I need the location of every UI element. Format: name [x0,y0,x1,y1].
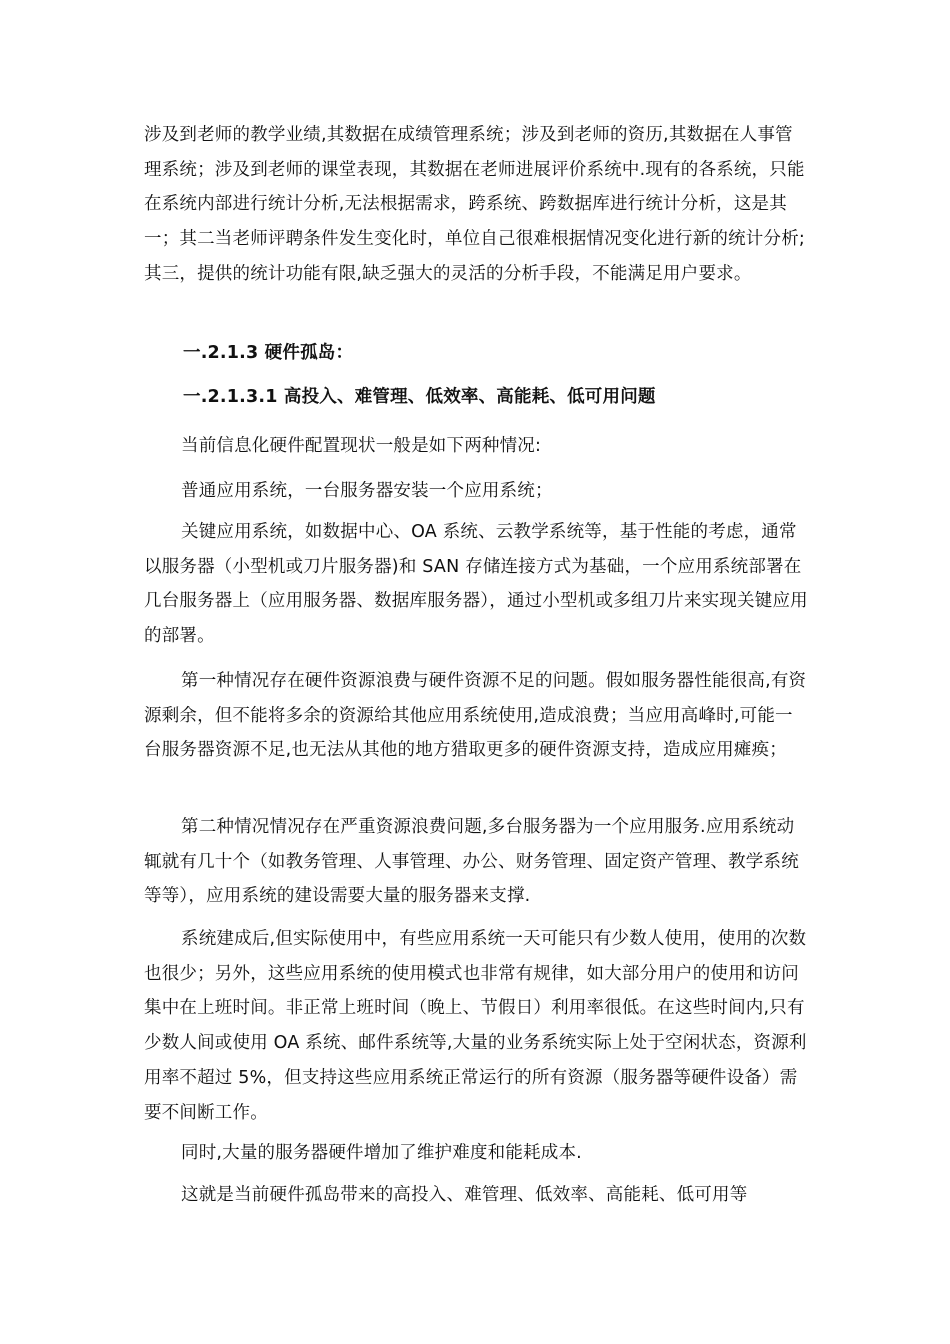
paragraph-first-case: 第一种情况存在硬件资源浪费与硬件资源不足的问题。假如服务器性能很高,有资源剩余，但不能将多余的资源给其他应用系统使用,造成浪费；当应用高峰时,可能一台服务器资源不足,也无法从其他的地方猎取更多的硬件资源支持，造成应用瘫痪； [144,671,807,761]
paragraph-after-construction: 系统建成后,但实际使用中，有些应用系统一天可能只有少数人使用，使用的次数也很少；另外，这些应用系统的使用模式也非常有规律，如大部分用户的使用和访问集中在上班时间。非正常上班时间（晚上、节假日）利用率很低。在这些时间内,只有少数人间或使用 OA 系统、邮件系统等,大量的业务系统实际上处于空闲状态，资源利用率不超过 5%，但支持这些应用系统正常运行的所有资源（服务器等硬件设备）需要不间断工作。 [144,929,807,1123]
section-heading-hardware-island: 一.2.1.3 硬件孤岛： [183,343,354,363]
paragraph-key-apps: 关键应用系统，如数据中心、OA 系统、云教学系统等，基于性能的考虑，通常以服务器（小型机或刀片服务器)和 SAN 存储连接方式为基础，一个应用系统部署在几台服务器上（应用服务器、数据库服务器），通过小型机或多组刀片来实现关键应用的部署。 [144,522,808,647]
paragraph-summary: 这就是当前硬件孤岛带来的高投入、难管理、低效率、高能耗、低可用等 [181,1185,748,1205]
paragraph-second-case: 第二种情况情况存在严重资源浪费问题,多台服务器为一个应用服务.应用系统动辄就有几十个（如教务管理、人事管理、办公、财务管理、固定资产管理、教学系统等等），应用系统的建设需要大量的服务器来支撑. [144,817,799,907]
paragraph-teacher-data-systems: 涉及到老师的教学业绩,其数据在成绩管理系统；涉及到老师的资历,其数据在人事管理系统；涉及到老师的课堂表现，其数据在老师进展评价系统中.现有的各系统，只能在系统内部进行统计分析,无法根据需求，跨系统、跨数据库进行统计分析，这是其一；其二当老师评聘条件发生变化时，单位自己很难根据情况变化进行新的统计分析;其三，提供的统计功能有限,缺乏强大的灵活的分析手段，不能满足用户要求。 [144,125,805,284]
paragraph-current-config: 当前信息化硬件配置现状一般是如下两种情况: [181,436,542,456]
paragraph-normal-apps: 普通应用系统，一台服务器安装一个应用系统； [181,481,553,501]
paragraph-maintenance-cost: 同时,大量的服务器硬件增加了维护难度和能耗成本. [181,1143,582,1163]
subsection-heading-high-cost-issues: 一.2.1.3.1 高投入、难管理、低效率、高能耗、低可用问题 [183,387,656,407]
